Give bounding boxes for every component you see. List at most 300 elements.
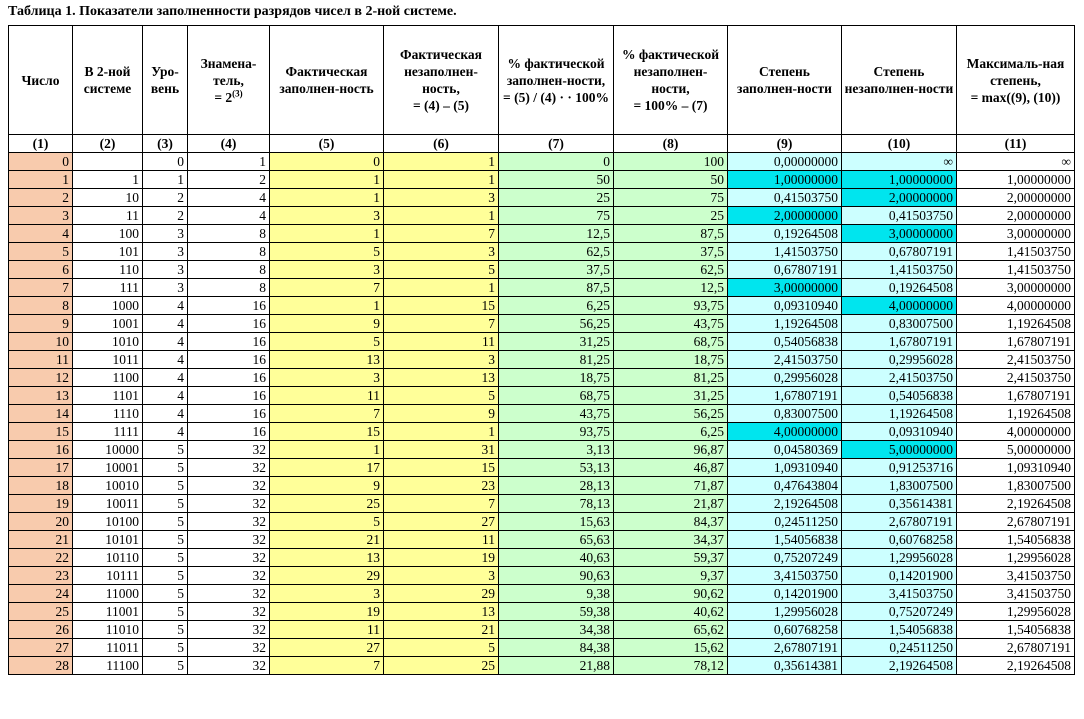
table-cell: 11	[9, 351, 73, 369]
table-cell: 23	[9, 567, 73, 585]
table-cell: 3	[384, 351, 499, 369]
table-cell: 5	[143, 477, 188, 495]
table-cell: 11100	[73, 657, 143, 675]
table-cell: 75	[614, 189, 728, 207]
table-cell: 3,00000000	[957, 279, 1075, 297]
table-cell: 78,13	[499, 495, 614, 513]
table-cell: 1,29956028	[957, 549, 1075, 567]
header-level: Уро-вень	[143, 26, 188, 135]
table-cell: 1	[270, 441, 384, 459]
table-cell: 0,54056838	[842, 387, 957, 405]
table-cell: 32	[188, 459, 270, 477]
table-cell: 3,41503750	[957, 567, 1075, 585]
table-cell: 32	[188, 567, 270, 585]
table-cell: 0,47643804	[728, 477, 842, 495]
table-cell: 1	[270, 189, 384, 207]
table-row	[9, 423, 1075, 441]
table-cell: 0,00000000	[728, 153, 842, 171]
table-cell: 6,25	[614, 423, 728, 441]
table-cell: 0,60768258	[842, 531, 957, 549]
table-cell: 4,00000000	[842, 297, 957, 315]
table-cell: 3	[270, 369, 384, 387]
table-cell: 16	[188, 297, 270, 315]
table-cell: 10	[73, 189, 143, 207]
table-row	[9, 333, 1075, 351]
table-cell: 4	[188, 207, 270, 225]
table-row	[9, 459, 1075, 477]
table-cell: 16	[188, 315, 270, 333]
column-number-row	[9, 135, 1075, 153]
table-cell: 10001	[73, 459, 143, 477]
table-cell: 2,19264508	[957, 657, 1075, 675]
table-cell: 1,19264508	[957, 315, 1075, 333]
table-cell: 3,13	[499, 441, 614, 459]
table-cell: 12,5	[614, 279, 728, 297]
table-cell: 3	[9, 207, 73, 225]
table-cell: 25	[270, 495, 384, 513]
table-cell: 43,75	[499, 405, 614, 423]
table-cell: 2	[143, 189, 188, 207]
table-cell: 56,25	[614, 405, 728, 423]
table-cell: 9	[270, 315, 384, 333]
table-cell: 3	[384, 567, 499, 585]
table-cell: 5	[143, 603, 188, 621]
table-cell: 2	[143, 207, 188, 225]
table-cell: 1	[384, 279, 499, 297]
table-cell: 3	[143, 243, 188, 261]
table-cell: 0,24511250	[728, 513, 842, 531]
table-cell: 32	[188, 621, 270, 639]
table-cell: 16	[9, 441, 73, 459]
table-row	[9, 315, 1075, 333]
table-cell: 19	[384, 549, 499, 567]
table-cell: 1,19264508	[728, 315, 842, 333]
table-row	[9, 297, 1075, 315]
table-cell: 1100	[73, 369, 143, 387]
table-cell	[73, 153, 143, 171]
header-fill-degree: Степень заполнен-ности	[728, 26, 842, 135]
table-cell: 0,60768258	[728, 621, 842, 639]
table-cell: 9	[384, 405, 499, 423]
table-cell: 17	[9, 459, 73, 477]
table-cell: 62,5	[499, 243, 614, 261]
table-cell: 84,38	[499, 639, 614, 657]
table-cell: 0,35614381	[728, 657, 842, 675]
table-cell: 2,00000000	[957, 189, 1075, 207]
table-cell: 3	[384, 243, 499, 261]
table-cell: 101	[73, 243, 143, 261]
table-cell: 29	[270, 567, 384, 585]
table-cell: 0,09310940	[842, 423, 957, 441]
table-cell: 16	[188, 423, 270, 441]
table-cell: 9	[9, 315, 73, 333]
table-cell: 32	[188, 549, 270, 567]
table-cell: 59,38	[499, 603, 614, 621]
table-cell: 1,00000000	[728, 171, 842, 189]
table-cell: 1,29956028	[842, 549, 957, 567]
table-cell: 3,00000000	[842, 225, 957, 243]
table-cell: 1,54056838	[842, 621, 957, 639]
table-cell: 11011	[73, 639, 143, 657]
table-cell: 1,00000000	[957, 171, 1075, 189]
table-cell: 21,88	[499, 657, 614, 675]
table-cell: 24	[9, 585, 73, 603]
table-cell: 7	[9, 279, 73, 297]
table-cell: 9,38	[499, 585, 614, 603]
table-cell: 14	[9, 405, 73, 423]
table-cell: 13	[9, 387, 73, 405]
table-cell: 5	[143, 495, 188, 513]
table-cell: 1,19264508	[842, 405, 957, 423]
table-cell: 1,83007500	[842, 477, 957, 495]
table-cell: 21	[9, 531, 73, 549]
table-cell: 13	[270, 549, 384, 567]
table-row	[9, 477, 1075, 495]
table-cell: 29	[384, 585, 499, 603]
table-cell: 21	[270, 531, 384, 549]
table-cell: 7	[384, 315, 499, 333]
column-number: (1)	[9, 135, 73, 153]
table-cell: 53,13	[499, 459, 614, 477]
table-cell: 4	[143, 423, 188, 441]
table-cell: 16	[188, 387, 270, 405]
table-cell: 0,75207249	[728, 549, 842, 567]
table-cell: 84,37	[614, 513, 728, 531]
table-row	[9, 171, 1075, 189]
table-cell: 13	[384, 603, 499, 621]
table-cell: 87,5	[499, 279, 614, 297]
table-cell: 27	[384, 513, 499, 531]
table-cell: 4	[143, 387, 188, 405]
table-cell: 18,75	[614, 351, 728, 369]
table-row	[9, 279, 1075, 297]
table-cell: 90,62	[614, 585, 728, 603]
table-cell: 100	[614, 153, 728, 171]
table-cell: 19	[270, 603, 384, 621]
header-max-degree: Максималь-ная степень, = max((9), (10))	[957, 26, 1075, 135]
table-cell: 56,25	[499, 315, 614, 333]
table-cell: 10110	[73, 549, 143, 567]
table-cell: 6,25	[499, 297, 614, 315]
table-cell: 0,24511250	[842, 639, 957, 657]
column-number: (10)	[842, 135, 957, 153]
table-cell: 10011	[73, 495, 143, 513]
table-cell: 4	[143, 315, 188, 333]
table-cell: 65,62	[614, 621, 728, 639]
table-cell: 7	[384, 495, 499, 513]
table-cell: 23	[384, 477, 499, 495]
table-row	[9, 441, 1075, 459]
table-cell: 0,91253716	[842, 459, 957, 477]
table-cell: 32	[188, 477, 270, 495]
table-cell: 18	[9, 477, 73, 495]
table-cell: 1	[143, 171, 188, 189]
table-cell: 62,5	[614, 261, 728, 279]
table-cell: 1,41503750	[957, 243, 1075, 261]
table-cell: 1,67807191	[957, 387, 1075, 405]
header-row	[9, 26, 1075, 135]
table-cell: 10111	[73, 567, 143, 585]
table-cell: 11000	[73, 585, 143, 603]
table-cell: 1	[384, 207, 499, 225]
table-cell: 1	[270, 225, 384, 243]
table-cell: 1,54056838	[957, 621, 1075, 639]
table-body	[9, 153, 1075, 675]
table-row	[9, 657, 1075, 675]
table-row	[9, 639, 1075, 657]
table-cell: 8	[9, 297, 73, 315]
table-cell: 12	[9, 369, 73, 387]
column-number: (2)	[73, 135, 143, 153]
table-cell: 3	[384, 189, 499, 207]
table-row	[9, 153, 1075, 171]
table-row	[9, 225, 1075, 243]
table-cell: 5	[143, 549, 188, 567]
table-cell: 8	[188, 243, 270, 261]
table-cell: 12,5	[499, 225, 614, 243]
table-cell: 1101	[73, 387, 143, 405]
table-cell: 32	[188, 657, 270, 675]
table-cell: 100	[73, 225, 143, 243]
table-cell: 11	[73, 207, 143, 225]
table-cell: 27	[270, 639, 384, 657]
column-number: (8)	[614, 135, 728, 153]
table-cell: 7	[270, 405, 384, 423]
table-cell: 10000	[73, 441, 143, 459]
table-cell: 16	[188, 351, 270, 369]
table-cell: 1	[384, 171, 499, 189]
header-denominator: Знамена-тель, = $2^{(3)}$	[188, 26, 270, 135]
table-cell: 0,67807191	[728, 261, 842, 279]
table-cell: 1	[9, 171, 73, 189]
table-cell: 25	[9, 603, 73, 621]
table-cell: 15,63	[499, 513, 614, 531]
table-cell: 4,00000000	[957, 423, 1075, 441]
table-cell: 3	[270, 207, 384, 225]
table-cell: 1,09310940	[957, 459, 1075, 477]
table-row	[9, 549, 1075, 567]
table-cell: 2,41503750	[842, 369, 957, 387]
column-number: (11)	[957, 135, 1075, 153]
table-cell: 0,35614381	[842, 495, 957, 513]
table-cell: 8	[188, 225, 270, 243]
table-cell: 1,67807191	[842, 333, 957, 351]
table-caption: Таблица 1. Показатели заполненности разрядов чисел в 2-ной системе.	[8, 4, 457, 19]
table-cell: 5	[143, 513, 188, 531]
table-cell: 8	[188, 261, 270, 279]
column-number: (5)	[270, 135, 384, 153]
table-cell: 5	[143, 639, 188, 657]
table-cell: 5	[143, 531, 188, 549]
table-cell: 19	[9, 495, 73, 513]
table-cell: 17	[270, 459, 384, 477]
table-cell: 1,29956028	[728, 603, 842, 621]
table-cell: 40,63	[499, 549, 614, 567]
table-cell: 37,5	[499, 261, 614, 279]
table-cell: ∞	[842, 153, 957, 171]
table-cell: 1,19264508	[957, 405, 1075, 423]
table-cell: 4	[188, 189, 270, 207]
table-cell: 8	[188, 279, 270, 297]
column-number: (6)	[384, 135, 499, 153]
table-cell: 3,00000000	[728, 279, 842, 297]
table-cell: 31,25	[499, 333, 614, 351]
table-cell: ∞	[957, 153, 1075, 171]
table-row	[9, 261, 1075, 279]
table-cell: 65,63	[499, 531, 614, 549]
table-cell: 5	[143, 585, 188, 603]
table-cell: 11	[384, 333, 499, 351]
table-cell: 1,29956028	[957, 603, 1075, 621]
table-cell: 1011	[73, 351, 143, 369]
table-cell: 0,83007500	[728, 405, 842, 423]
table-cell: 16	[188, 369, 270, 387]
table-cell: 1	[384, 153, 499, 171]
table-cell: 50	[499, 171, 614, 189]
table-cell: 31,25	[614, 387, 728, 405]
table-cell: 2,67807191	[957, 639, 1075, 657]
table-cell: 10	[9, 333, 73, 351]
table-cell: 5,00000000	[957, 441, 1075, 459]
table-cell: 1001	[73, 315, 143, 333]
table-cell: 81,25	[499, 351, 614, 369]
table-cell: 5	[270, 243, 384, 261]
table-cell: 5	[143, 441, 188, 459]
table-row	[9, 387, 1075, 405]
table-cell: 20	[9, 513, 73, 531]
table-cell: 32	[188, 531, 270, 549]
table-cell: 13	[270, 351, 384, 369]
table-cell: 0	[9, 153, 73, 171]
table-cell: 5	[270, 333, 384, 351]
table-cell: 10100	[73, 513, 143, 531]
table-cell: 18,75	[499, 369, 614, 387]
table-cell: 1	[188, 153, 270, 171]
column-number: (9)	[728, 135, 842, 153]
table-cell: 7	[270, 279, 384, 297]
table-cell: 0,19264508	[728, 225, 842, 243]
table-cell: 4	[143, 297, 188, 315]
table-cell: 5	[143, 567, 188, 585]
table-cell: 1,67807191	[957, 333, 1075, 351]
table-cell: 4	[9, 225, 73, 243]
table-cell: 3,41503750	[728, 567, 842, 585]
table-cell: 0,14201900	[842, 567, 957, 585]
table-cell: 2	[188, 171, 270, 189]
table-cell: 7	[270, 657, 384, 675]
table-cell: 50	[614, 171, 728, 189]
table-row	[9, 567, 1075, 585]
table-cell: 2,67807191	[842, 513, 957, 531]
table-cell: 37,5	[614, 243, 728, 261]
table-cell: 111	[73, 279, 143, 297]
table-cell: 0,09310940	[728, 297, 842, 315]
table-cell: 78,12	[614, 657, 728, 675]
table-cell: 0,41503750	[842, 207, 957, 225]
table-row	[9, 351, 1075, 369]
table-cell: 15,62	[614, 639, 728, 657]
table-cell: 2,19264508	[728, 495, 842, 513]
table-row	[9, 621, 1075, 639]
table-cell: 0	[270, 153, 384, 171]
table-cell: 11	[270, 387, 384, 405]
table-cell: 25	[499, 189, 614, 207]
table-cell: 15	[9, 423, 73, 441]
table-row	[9, 513, 1075, 531]
table-cell: 16	[188, 405, 270, 423]
column-number: (3)	[143, 135, 188, 153]
table-cell: 3	[143, 225, 188, 243]
table-cell: 1,41503750	[728, 243, 842, 261]
table-cell: 68,75	[614, 333, 728, 351]
header-actual-fill: Фактическая заполнен-ность	[270, 26, 384, 135]
table-cell: 3	[270, 261, 384, 279]
table-cell: 96,87	[614, 441, 728, 459]
table-cell: 0,83007500	[842, 315, 957, 333]
table-cell: 59,37	[614, 549, 728, 567]
table-cell: 0,67807191	[842, 243, 957, 261]
table-cell: 5	[143, 621, 188, 639]
header-actual-unfill: Фактическая незаполнен-ность, = (4) – (5)	[384, 26, 499, 135]
table-cell: 4	[143, 405, 188, 423]
table-cell: 1,41503750	[842, 261, 957, 279]
table-cell: 31	[384, 441, 499, 459]
table-cell: 75	[499, 207, 614, 225]
table-cell: 11	[270, 621, 384, 639]
table-cell: 93,75	[499, 423, 614, 441]
table-cell: 1	[384, 423, 499, 441]
table-cell: 28	[9, 657, 73, 675]
table-cell: 21	[384, 621, 499, 639]
table-cell: 2,41503750	[957, 369, 1075, 387]
table-cell: 32	[188, 495, 270, 513]
table-cell: 2,67807191	[728, 639, 842, 657]
table-cell: 0,29956028	[842, 351, 957, 369]
table-cell: 5	[143, 657, 188, 675]
table-cell: 3,41503750	[842, 585, 957, 603]
header-number: Число	[9, 26, 73, 135]
table-cell: 1,67807191	[728, 387, 842, 405]
table-cell: 15	[384, 459, 499, 477]
table-cell: 1	[270, 171, 384, 189]
table-cell: 93,75	[614, 297, 728, 315]
header-unfill-degree: Степень незаполнен-ности	[842, 26, 957, 135]
table-cell: 3,41503750	[957, 585, 1075, 603]
table-cell: 5	[143, 459, 188, 477]
table-cell: 0,41503750	[728, 189, 842, 207]
table-cell: 2,67807191	[957, 513, 1075, 531]
table-row	[9, 585, 1075, 603]
table-row	[9, 603, 1075, 621]
table-cell: 1,41503750	[957, 261, 1075, 279]
table-cell: 0,04580369	[728, 441, 842, 459]
table-row	[9, 369, 1075, 387]
table-cell: 5	[9, 243, 73, 261]
table-cell: 21,87	[614, 495, 728, 513]
table-cell: 0,75207249	[842, 603, 957, 621]
table-cell: 3,00000000	[957, 225, 1075, 243]
table-cell: 5	[384, 387, 499, 405]
table-cell: 4	[143, 333, 188, 351]
table-cell: 2,00000000	[728, 207, 842, 225]
table-cell: 16	[188, 333, 270, 351]
column-number: (7)	[499, 135, 614, 153]
table-cell: 32	[188, 603, 270, 621]
table-cell: 2,41503750	[957, 351, 1075, 369]
table-cell: 1,54056838	[728, 531, 842, 549]
header-binary: В 2-ной системе	[73, 26, 143, 135]
table-cell: 1000	[73, 297, 143, 315]
